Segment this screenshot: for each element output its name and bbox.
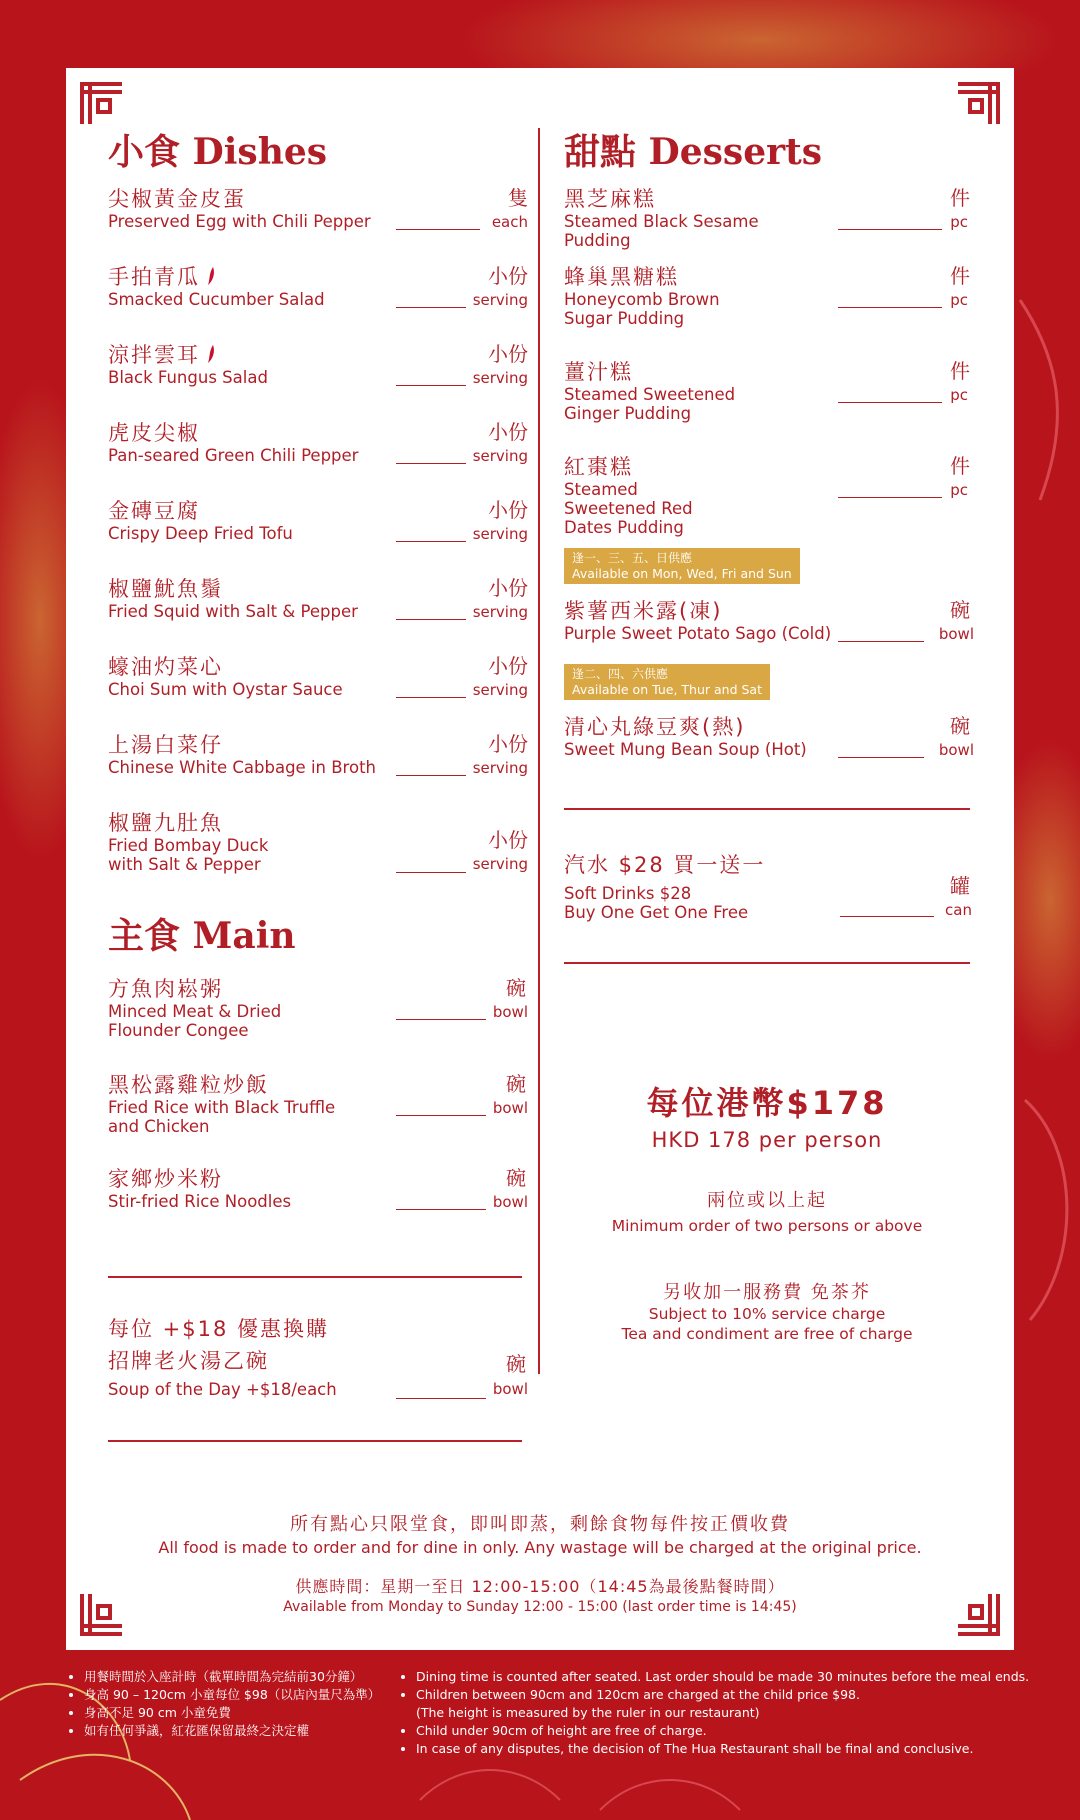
unit-en: serving: [472, 603, 528, 621]
opening-hours: [66, 1574, 1014, 1615]
item-name-en: Fried Squid with Salt & Pepper: [108, 602, 358, 621]
menu-item: [564, 359, 974, 423]
availability-zh: 逢一、三、五、日供應: [572, 551, 693, 565]
menu-item: [108, 498, 528, 543]
terms-en: [400, 1668, 1060, 1758]
drinks-offer-en: Buy One Get One Free: [564, 903, 749, 922]
quantity-line: [838, 307, 942, 308]
quantity-line: [396, 1398, 486, 1399]
column-divider: [538, 128, 540, 1374]
quantity-line: [840, 916, 934, 917]
minimum-order-en: Minimum order of two persons or above: [611, 1217, 923, 1235]
quantity-line: [396, 1019, 486, 1020]
quantity-line: [396, 697, 466, 698]
item-name-en: Smacked Cucumber Salad: [108, 290, 325, 309]
term-zh: • 身高 90 – 120cm 小童每位 $98（以店內量尺為準）: [84, 1686, 398, 1704]
unit-zh: 小份: [488, 732, 528, 756]
dine-in-note: [66, 1510, 1014, 1557]
unit-zh: 碗: [950, 598, 970, 622]
soup-offer-zh: 每位 +$18 優惠換購: [108, 1317, 330, 1341]
unit-zh: 碗: [506, 1072, 526, 1096]
item-name-en: Steamed Sweetened Red Dates Pudding: [564, 480, 693, 537]
availability-badge: [564, 548, 800, 584]
availability-zh: 逢二、四、六供應: [572, 667, 669, 681]
menu-item: [564, 714, 974, 759]
term-en: • Dining time is counted after seated. Last order should be made 30 minutes before the meal ends.: [416, 1668, 1060, 1686]
item-name-en: Pan-seared Green Chili Pepper: [108, 446, 359, 465]
menu-item: [108, 186, 528, 231]
terms-zh: [68, 1668, 398, 1740]
item-name-en: Preserved Egg with Chili Pepper: [108, 212, 371, 231]
menu-item: [564, 264, 974, 328]
unit-en: serving: [472, 291, 528, 309]
soup-upgrade: [108, 1316, 528, 1399]
menu-item: [108, 810, 528, 874]
item-name-zh: 椒鹽九肚魚: [108, 811, 223, 835]
section-divider: [108, 1276, 522, 1278]
quantity-line: [838, 641, 924, 642]
unit-zh: 碗: [506, 976, 526, 1000]
dishes-title: 小食 Dishes: [108, 131, 328, 173]
corner-ornament-top-right: [956, 82, 1000, 126]
soup-name-zh: 招牌老火湯乙碗: [108, 1349, 269, 1373]
term-en: • Children between 90cm and 120cm are charged at the child price $98.: [416, 1686, 1060, 1704]
unit-en: serving: [472, 681, 528, 699]
item-name-zh: 手拍青瓜: [108, 265, 200, 289]
unit-en: bowl: [492, 1193, 528, 1211]
unit-zh: 件: [950, 359, 970, 383]
menu-item: [108, 732, 528, 777]
menu-card: [66, 68, 1014, 1650]
unit-en: serving: [472, 369, 528, 387]
term-zh: • 如有任何爭議，紅花匯保留最終之決定權: [84, 1722, 398, 1740]
item-name-zh: 蠔油灼菜心: [108, 655, 223, 679]
section-divider: [108, 1440, 522, 1442]
corner-ornament-top-left: [80, 82, 124, 126]
drinks-item: [564, 852, 974, 922]
availability-en: Available on Mon, Wed, Fri and Sun: [572, 566, 792, 581]
item-name-en: Steamed Sweetened Ginger Pudding: [564, 385, 736, 423]
unit-en: bowl: [938, 625, 974, 643]
term-zh: • 用餐時間於入座計時（截單時間為完結前30分鐘）: [84, 1668, 398, 1686]
unit-zh: 件: [950, 264, 970, 288]
menu-item: [108, 420, 528, 465]
main-title: 主食 Main: [108, 915, 296, 957]
quantity-line: [396, 619, 466, 620]
item-name-en: Chinese White Cabbage in Broth: [108, 758, 376, 777]
item-name-zh: 尖椒黃金皮蛋: [108, 187, 246, 211]
item-name-zh: 方魚肉崧粥: [108, 977, 223, 1001]
unit-zh: 小份: [488, 576, 528, 600]
item-name-zh: 椒鹽魷魚鬚: [108, 577, 223, 601]
service-charge-zh: 另收加一服務費 免茶芥: [663, 1282, 871, 1303]
term-en: • In case of any disputes, the decision of The Hua Restaurant shall be final and conclusive.: [416, 1740, 1060, 1758]
item-name-zh: 紫薯西米露(凍): [564, 599, 723, 623]
item-name-en: Black Fungus Salad: [108, 368, 268, 387]
unit-en: bowl: [938, 741, 974, 759]
unit-zh: 小份: [488, 342, 528, 366]
unit-en: pc: [950, 291, 968, 309]
unit-zh: 小份: [488, 654, 528, 678]
quantity-line: [396, 541, 466, 542]
minimum-order-zh: 兩位或以上起: [707, 1190, 827, 1211]
quantity-line: [396, 229, 480, 230]
item-name-zh: 家鄉炒米粉: [108, 1167, 223, 1191]
unit-zh: 件: [950, 186, 970, 210]
item-name-zh: 金磚豆腐: [108, 499, 200, 523]
quantity-line: [396, 775, 466, 776]
quantity-line: [396, 1115, 486, 1116]
section-divider: [564, 808, 970, 810]
unit-zh: 罐: [950, 874, 970, 898]
unit-en: pc: [950, 481, 968, 499]
unit-en: pc: [950, 386, 968, 404]
quantity-line: [396, 1209, 486, 1210]
item-name-zh: 黑芝麻糕: [564, 187, 656, 211]
item-name-en: Purple Sweet Potato Sago (Cold): [564, 624, 832, 643]
item-name-en: Minced Meat & Dried Flounder Congee: [108, 1002, 282, 1040]
item-name-en: Crispy Deep Fried Tofu: [108, 524, 293, 543]
unit-en: serving: [472, 525, 528, 543]
section-divider: [564, 962, 970, 964]
item-name-en: Choi Sum with Oystar Sauce: [108, 680, 343, 699]
quantity-line: [396, 463, 466, 464]
unit-en: pc: [950, 213, 968, 231]
item-name-en: Fried Rice with Black Truffle and Chicken: [108, 1098, 336, 1136]
service-charge-en: Subject to 10% service charge: [648, 1305, 886, 1323]
menu-item: [108, 976, 528, 1040]
item-name-zh: 虎皮尖椒: [108, 421, 200, 445]
quantity-line: [396, 872, 466, 873]
unit-zh: 小份: [488, 498, 528, 522]
opening-hours-zh: 供應時間：星期一至日 12:00-15:00（14:45為最後點餐時間）: [295, 1577, 785, 1596]
item-name-zh: 上湯白菜仔: [108, 733, 223, 757]
minimum-order-block: [564, 1186, 970, 1236]
service-charge-block: [564, 1278, 970, 1344]
quantity-line: [396, 385, 466, 386]
unit-zh: 碗: [506, 1352, 526, 1376]
menu-item: [108, 654, 528, 699]
term-en: (The height is measured by the ruler in our restaurant): [416, 1705, 760, 1720]
unit-en: each: [491, 213, 528, 231]
unit-zh: 小份: [488, 264, 528, 288]
dine-in-note-en: All food is made to order and for dine in only. Any wastage will be charged at the original price.: [158, 1538, 922, 1557]
unit-en: bowl: [492, 1380, 528, 1398]
unit-en: bowl: [492, 1003, 528, 1021]
tea-free-en: Tea and condiment are free of charge: [621, 1325, 913, 1343]
price-en: HKD 178 per person: [651, 1128, 883, 1152]
unit-zh: 碗: [506, 1166, 526, 1190]
soup-name-en: Soup of the Day +$18/each: [108, 1380, 337, 1399]
menu-item: [564, 454, 974, 537]
unit-en: serving: [472, 855, 528, 873]
quantity-line: [838, 757, 924, 758]
drinks-name-en: Soft Drinks $28: [564, 884, 692, 903]
chili-icon: [206, 266, 216, 286]
item-name-zh: 涼拌雲耳: [108, 343, 200, 367]
item-name-en: Fried Bombay Duck with Salt & Pepper: [108, 836, 269, 874]
unit-en: serving: [472, 447, 528, 465]
unit-zh: 小份: [488, 828, 528, 852]
drinks-name-zh: 汽水 $28 買一送一: [564, 853, 766, 877]
quantity-line: [396, 307, 466, 308]
menu-item: [108, 342, 528, 387]
menu-item: [564, 186, 974, 250]
item-name-en: Honeycomb Brown Sugar Pudding: [564, 290, 720, 328]
unit-zh: 隻: [508, 186, 528, 210]
opening-hours-en: Available from Monday to Sunday 12:00 - 15:00 (last order time is 14:45): [283, 1599, 797, 1615]
chili-icon: [206, 344, 216, 364]
availability-en: Available on Tue, Thur and Sat: [572, 682, 762, 697]
unit-zh: 小份: [488, 420, 528, 444]
unit-zh: 件: [950, 454, 970, 478]
unit-en: can: [945, 901, 972, 919]
price-zh: 每位港幣$178: [646, 1084, 888, 1122]
menu-item: [108, 264, 528, 309]
unit-en: serving: [472, 759, 528, 777]
item-name-en: Steamed Black Sesame Pudding: [564, 212, 759, 250]
menu-item: [108, 576, 528, 621]
item-name-zh: 紅棗糕: [564, 455, 633, 479]
item-name-en: Sweet Mung Bean Soup (Hot): [564, 740, 807, 759]
menu-item: [108, 1072, 528, 1136]
unit-zh: 碗: [950, 714, 970, 738]
quantity-line: [838, 497, 942, 498]
term-zh: • 身高不足 90 cm 小童免費: [84, 1704, 398, 1722]
menu-item: [564, 598, 974, 643]
dine-in-note-zh: 所有點心只限堂食，即叫即蒸，剩餘食物每件按正價收費: [290, 1514, 790, 1535]
desserts-title: 甜點 Desserts: [564, 131, 822, 173]
item-name-zh: 薑汁糕: [564, 360, 633, 384]
item-name-en: Stir-fried Rice Noodles: [108, 1192, 292, 1211]
price-block: [564, 1078, 970, 1152]
quantity-line: [838, 229, 942, 230]
item-name-zh: 蜂巢黑糖糕: [564, 265, 679, 289]
quantity-line: [838, 402, 942, 403]
term-en: • Child under 90cm of height are free of charge.: [416, 1722, 1060, 1740]
item-name-zh: 清心丸綠豆爽(熱): [564, 715, 746, 739]
menu-item: [108, 1166, 528, 1211]
availability-badge: [564, 664, 770, 700]
item-name-zh: 黑松露雞粒炒飯: [108, 1073, 269, 1097]
unit-en: bowl: [492, 1099, 528, 1117]
